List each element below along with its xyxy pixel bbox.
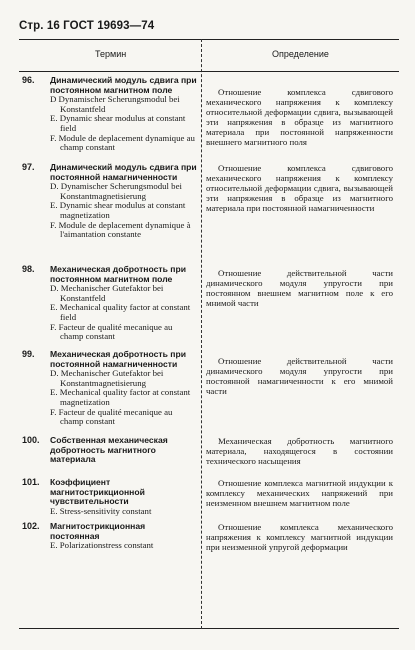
term-definition: Отношение комплекса сдвигового механического напряжения к комплексу относительной деформации сдвига, вызывающей эти напряжения в образце из магнитного материала при постоянной намагниченности: [206, 163, 393, 213]
term-number: 101.: [22, 477, 40, 487]
column-divider: [201, 39, 202, 629]
term-number: 100.: [22, 435, 40, 445]
term-english: E. Mechanical quality factor at constant magnetization: [50, 387, 191, 407]
term-russian: Механическая добротность при постоянной намагниченности: [50, 349, 186, 369]
term-russian: Динамический модуль сдвига при постоянной намагниченности: [50, 162, 197, 182]
term-german: D. Dynamischer Scherungsmodul bei Konstantmagnetisierung: [50, 181, 182, 201]
term-number: 102.: [22, 521, 40, 531]
term-german: D. Mechanischer Gutefaktor bei Konstantmagnetisierung: [50, 368, 164, 388]
term-number: 98.: [22, 264, 35, 274]
term-russian: Механическая добротность при постоянном магнитном поле: [50, 264, 186, 284]
term-entry: [22, 265, 197, 342]
term-definition: Отношение комплекса механического напряжения к комплексу магнитной индукции при неизменной упругой деформации: [206, 522, 393, 552]
term-french: F. Module de deplacement dynamique à l'aimantation constante: [50, 219, 191, 240]
term-entry: [22, 522, 197, 551]
term-russian: Коэффициент магнитострикционной чувствительности: [50, 477, 145, 507]
term-definition: Отношение действительной части динамического модуля упругости при постоянной намагниченности к его мнимой части: [206, 356, 393, 396]
term-entry: [22, 76, 197, 153]
term-english: E. Stress-sensitivity constant: [50, 505, 152, 516]
term-entry: [22, 350, 197, 427]
term-french: F. Facteur de qualité mecanique au champ constant: [50, 321, 173, 342]
term-english: E. Dynamic shear modulus at constant field: [50, 113, 186, 133]
column-header-term: Термин: [95, 49, 127, 59]
term-number: 97.: [22, 162, 35, 172]
term-english: E. Polarizationstress constant: [50, 540, 154, 551]
term-english: E. Mechanical quality factor at constant field: [50, 302, 191, 322]
page-header: Стр. 16 ГОСТ 19693—74: [19, 20, 155, 32]
term-english: E. Dynamic shear modulus at constant magnetization: [50, 200, 186, 220]
term-definition: Механическая добротность магнитного материала, находящегося в состоянии технического насыщения: [206, 436, 393, 466]
term-definition: Отношение комплекса магнитной индукции к комплексу механических напряжений при неизменном внешнем магнитном поле: [206, 478, 393, 508]
term-number: 96.: [22, 75, 35, 85]
term-entry: [22, 478, 197, 516]
term-russian: Собственная механическая добротность магнитного материала: [50, 435, 168, 465]
term-french: F. Facteur de qualité mecanique au champ constant: [50, 406, 173, 427]
term-entry: [22, 163, 197, 240]
term-entry: [22, 436, 197, 465]
term-russian: Динамический модуль сдвига при постоянном магнитном поле: [50, 75, 197, 95]
term-russian: Магнитострикционная постоянная: [50, 521, 146, 541]
header-rule: [19, 71, 399, 72]
term-german: D. Mechanischer Gutefaktor bei Konstantfeld: [50, 283, 164, 303]
column-header-definition: Определение: [272, 49, 329, 59]
term-definition: Отношение действительной части динамического модуля упругости при постоянном внешнем магнитном поле к его мнимой части: [206, 268, 393, 308]
term-definition: Отношение комплекса сдвигового механического напряжения к комплексу относительной деформации сдвига, вызывающей эти напряжения в образце из магнитного материала при постоянной напряженности внешнего магнитного поля: [206, 87, 393, 147]
term-german: D Dynamischer Scherungsmodul bei Konstantfeld: [50, 94, 180, 114]
term-french: F. Module de deplacement dynamique au champ constant: [50, 132, 195, 153]
term-number: 99.: [22, 349, 35, 359]
